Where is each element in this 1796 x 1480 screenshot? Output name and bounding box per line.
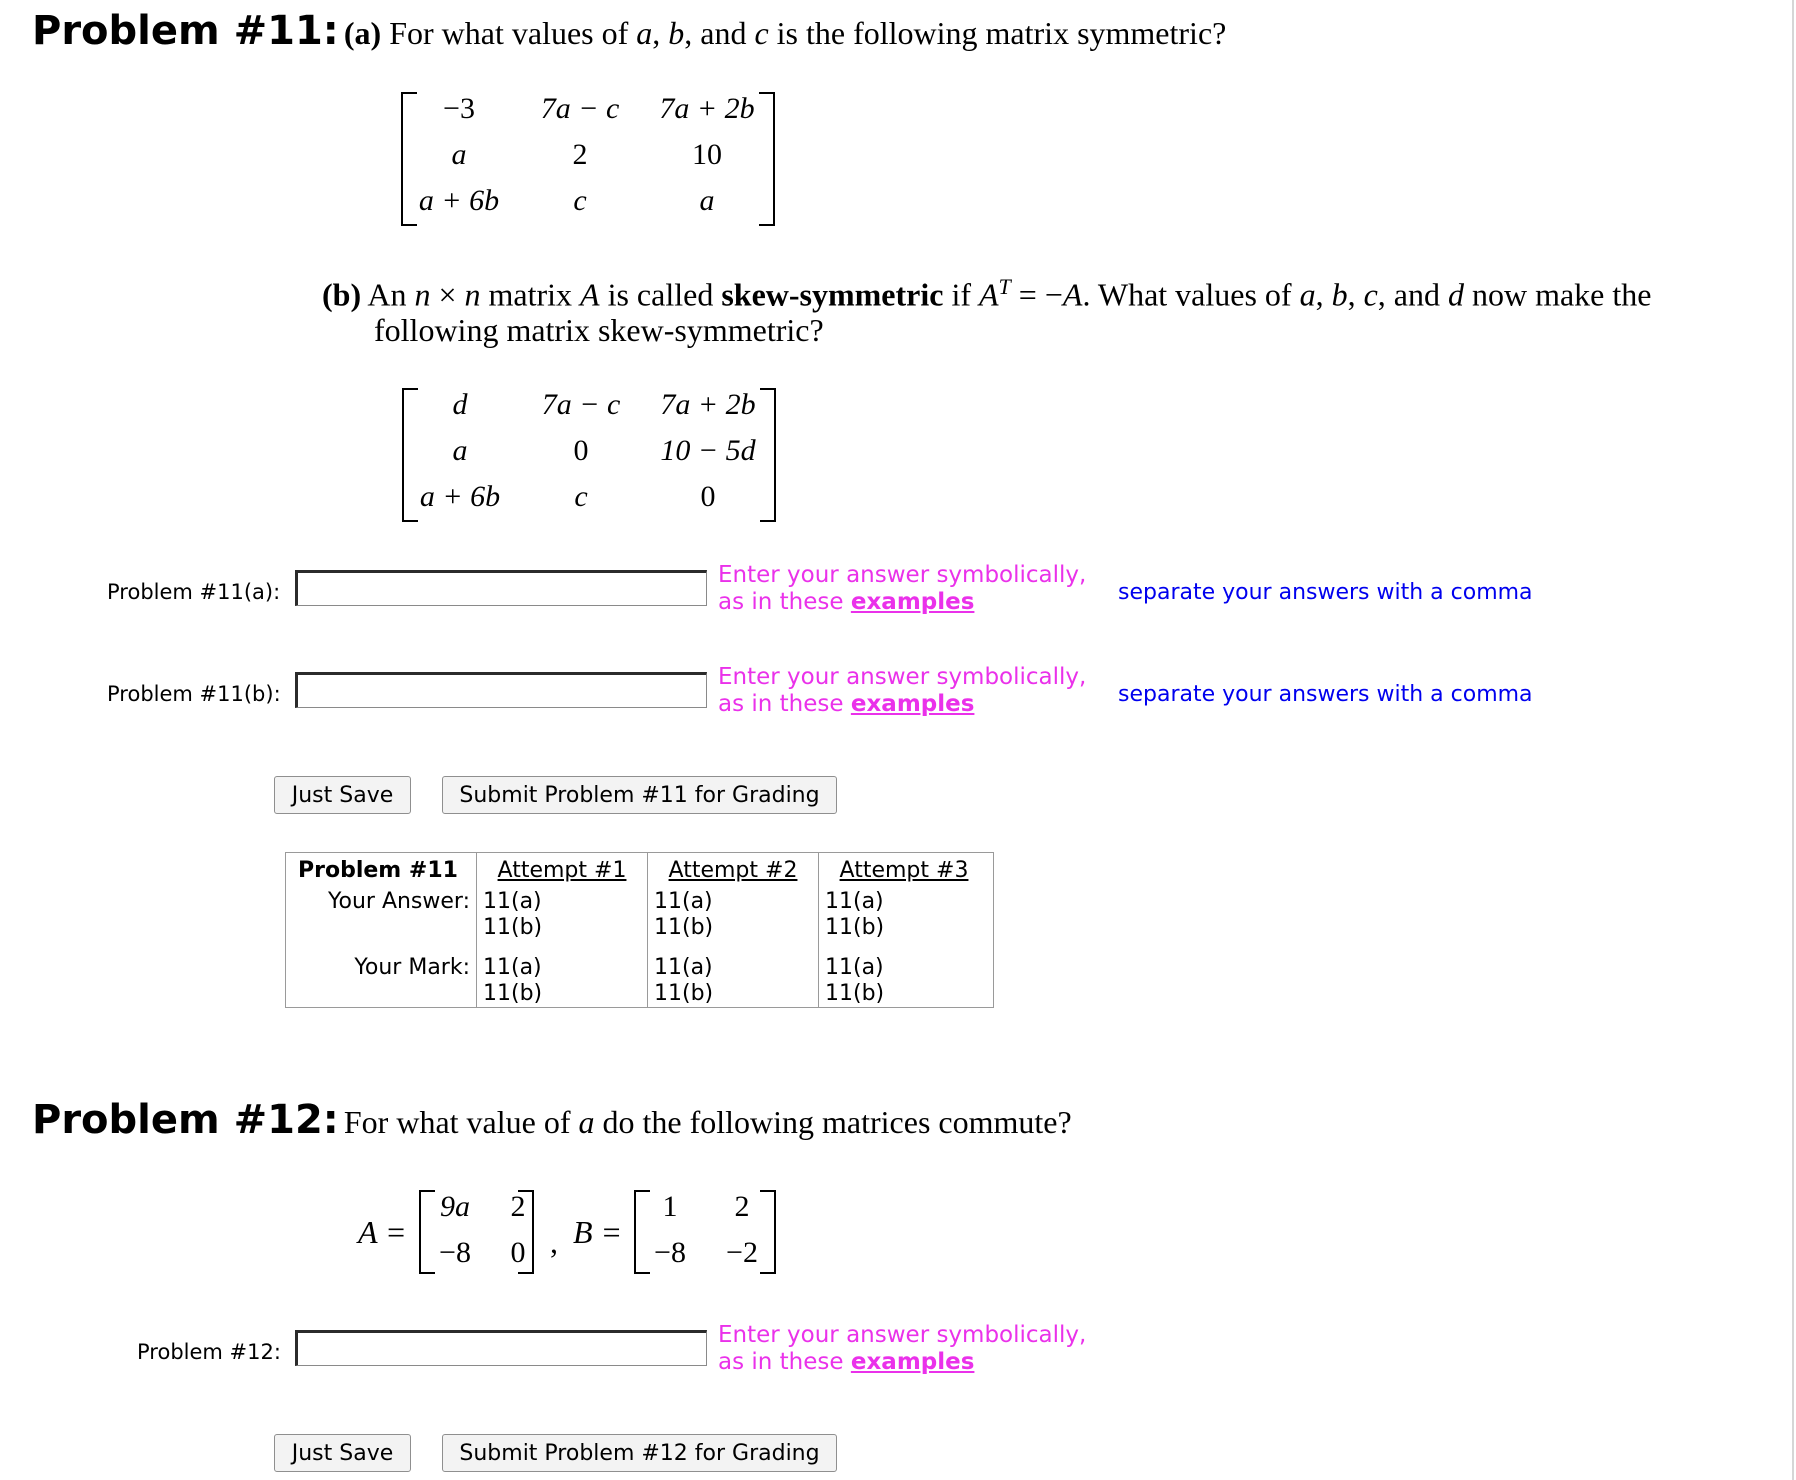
part-label: 11(b) xyxy=(825,915,885,940)
matrix-A-label xyxy=(358,1214,407,1251)
matrix-cell: −8 xyxy=(654,1236,686,1269)
attempt-1-answer xyxy=(477,889,648,941)
matrix-comma: , xyxy=(550,1224,558,1260)
table-row xyxy=(286,853,994,890)
table-row xyxy=(286,941,994,1008)
matrix-cell: 10 − 5d xyxy=(660,434,756,467)
term: skew-symmetric xyxy=(721,276,944,313)
matrix-cell: a xyxy=(452,434,468,467)
part-label: 11(a) xyxy=(825,889,884,914)
hint-line: Enter your answer symbolically, xyxy=(718,664,1087,690)
matrix-cell: 2 xyxy=(734,1190,750,1223)
answer-11b-label: Problem #11(b): xyxy=(107,682,281,706)
left-bracket xyxy=(419,1190,435,1274)
attempt-1-mark xyxy=(477,941,648,1008)
answer-12-label: Problem #12: xyxy=(137,1340,281,1364)
part-label: 11(b) xyxy=(483,915,543,940)
part-label: 11(b) xyxy=(654,981,714,1006)
attempts-table xyxy=(285,852,994,1008)
problem-12-heading: Problem #12: xyxy=(32,1097,339,1143)
text: is the following matrix symmetric? xyxy=(768,15,1227,51)
text: matrix xyxy=(480,276,581,313)
var: n xyxy=(414,276,431,313)
problem-11-statement-a xyxy=(32,8,1226,54)
part-label: 11(a) xyxy=(654,955,713,980)
hint-line xyxy=(718,691,1086,718)
matrix-cell: 9a xyxy=(440,1190,470,1223)
hint-line: Enter your answer symbolically, xyxy=(718,1322,1087,1348)
matrix-cell: −2 xyxy=(726,1236,758,1269)
text: = − xyxy=(1010,276,1063,313)
your-answer-label: Your Answer: xyxy=(327,889,470,914)
matrix-a xyxy=(401,92,775,226)
part-label: 11(b) xyxy=(483,981,543,1006)
answer-11a-label: Problem #11(a): xyxy=(107,580,281,604)
matrix-cell: 7a + 2b xyxy=(659,92,755,125)
page-right-border xyxy=(1792,0,1794,1480)
attempt-3-answer xyxy=(819,889,994,941)
text: For what values of xyxy=(381,15,637,51)
var: b xyxy=(668,15,685,51)
hint-line xyxy=(718,1349,1086,1376)
hint-text: as in these xyxy=(718,691,851,717)
text: , and xyxy=(684,15,755,51)
var: n xyxy=(464,276,481,313)
submit-11-button[interactable]: Submit Problem #11 for Grading xyxy=(442,776,837,814)
examples-link[interactable]: examples xyxy=(850,1349,975,1375)
answer-11b-input[interactable] xyxy=(295,672,707,708)
matrix-B-label xyxy=(573,1214,622,1251)
separator-note: separate your answers with a comma xyxy=(1118,682,1533,707)
part-label: 11(b) xyxy=(654,915,714,940)
right-bracket xyxy=(759,92,775,226)
superscript: T xyxy=(998,274,1011,299)
answer-11a-hint xyxy=(718,562,1086,616)
problem-11b-text xyxy=(322,274,1651,314)
matrix-cell: 10 xyxy=(692,138,722,171)
text: now make the xyxy=(1463,276,1652,313)
matrix-cell: 2 xyxy=(510,1190,526,1223)
matrix-cell: −8 xyxy=(439,1236,471,1269)
attempt-2-link[interactable]: Attempt #2 xyxy=(668,858,798,883)
matrix-cell: −3 xyxy=(443,92,475,125)
label: B = xyxy=(573,1214,623,1250)
var: b xyxy=(1331,276,1348,313)
part-label: 11(a) xyxy=(483,955,542,980)
matrix-cell: c xyxy=(574,480,588,513)
matrix-cell: 0 xyxy=(573,434,589,467)
part-label: 11(a) xyxy=(483,889,542,914)
attempt-2-mark xyxy=(648,941,819,1008)
part-label: 11(b) xyxy=(825,981,885,1006)
attempt-2-answer xyxy=(648,889,819,941)
separator-note: separate your answers with a comma xyxy=(1118,580,1533,605)
var: A xyxy=(979,276,999,313)
var: d xyxy=(1447,276,1464,313)
answer-11b-hint xyxy=(718,664,1086,718)
matrix-b xyxy=(402,388,776,522)
left-bracket xyxy=(401,92,417,226)
left-bracket xyxy=(402,388,418,522)
examples-link[interactable]: examples xyxy=(850,691,975,717)
text: , xyxy=(652,15,669,51)
var: A xyxy=(580,276,600,313)
var: a xyxy=(636,15,653,51)
table-row xyxy=(286,889,994,941)
examples-link[interactable]: examples xyxy=(850,589,975,615)
part-label: 11(a) xyxy=(654,889,713,914)
matrix-cell: a xyxy=(699,184,715,217)
hint-line xyxy=(718,589,1086,616)
attempt-3-mark xyxy=(819,941,994,1008)
matrix-B xyxy=(634,1190,776,1274)
hint-line: Enter your answer symbolically, xyxy=(718,562,1087,588)
part-b-tag: (b) xyxy=(322,276,362,313)
problem-11-heading: Problem #11: xyxy=(32,8,339,54)
text: , xyxy=(1315,276,1332,313)
text: For what value of xyxy=(343,1104,579,1140)
left-bracket xyxy=(634,1190,650,1274)
hint-text: as in these xyxy=(718,1349,851,1375)
var: a xyxy=(1299,276,1316,313)
table-title: Problem #11 xyxy=(298,858,458,883)
label: A = xyxy=(358,1214,407,1250)
just-save-11-button[interactable]: Just Save xyxy=(274,776,411,814)
matrix-cell: a + 6b xyxy=(419,480,501,513)
problem-12-statement xyxy=(32,1097,1072,1143)
var: A xyxy=(1062,276,1083,313)
matrix-cell: a xyxy=(451,138,467,171)
answer-12-input[interactable] xyxy=(295,1330,707,1366)
text: An xyxy=(361,276,415,313)
matrix-cell: 2 xyxy=(572,138,588,171)
matrix-cell: 7a + 2b xyxy=(660,388,756,421)
hint-text: as in these xyxy=(718,589,851,615)
text: is called xyxy=(599,276,722,313)
your-mark-label: Your Mark: xyxy=(354,955,470,980)
var: c xyxy=(1363,276,1378,313)
attempt-3-link[interactable]: Attempt #3 xyxy=(839,858,969,883)
var: a xyxy=(578,1104,595,1140)
answer-11a-input[interactable] xyxy=(295,570,707,606)
text: , xyxy=(1347,276,1364,313)
matrix-cell: 7a − c xyxy=(540,92,620,125)
var: c xyxy=(754,15,769,51)
matrix-cell: 0 xyxy=(700,480,716,513)
right-bracket xyxy=(760,388,776,522)
matrix-A xyxy=(419,1190,534,1274)
submit-12-button[interactable]: Submit Problem #12 for Grading xyxy=(442,1434,837,1472)
text: if xyxy=(943,276,979,313)
problem-12-text xyxy=(344,1104,1072,1140)
right-bracket xyxy=(760,1190,776,1274)
matrix-cell: 1 xyxy=(662,1190,678,1223)
part-a-tag: (a) xyxy=(343,15,382,51)
matrix-cell: c xyxy=(573,184,587,217)
answer-12-hint xyxy=(718,1322,1086,1376)
part-label: 11(a) xyxy=(825,955,884,980)
matrix-cell: d xyxy=(452,388,468,421)
text: , and xyxy=(1377,276,1448,313)
text: × xyxy=(430,276,465,313)
just-save-12-button[interactable]: Just Save xyxy=(274,1434,411,1472)
matrix-cell: 0 xyxy=(510,1236,526,1269)
text: do the following matrices commute? xyxy=(594,1104,1072,1140)
problem-11a-text xyxy=(344,15,1226,51)
matrix-cell: a + 6b xyxy=(418,184,500,217)
problem-11b-text-line2: following matrix skew-symmetric? xyxy=(374,312,824,348)
attempt-1-link[interactable]: Attempt #1 xyxy=(497,858,627,883)
text: . What values of xyxy=(1082,276,1300,313)
matrix-cell: 7a − c xyxy=(541,388,621,421)
